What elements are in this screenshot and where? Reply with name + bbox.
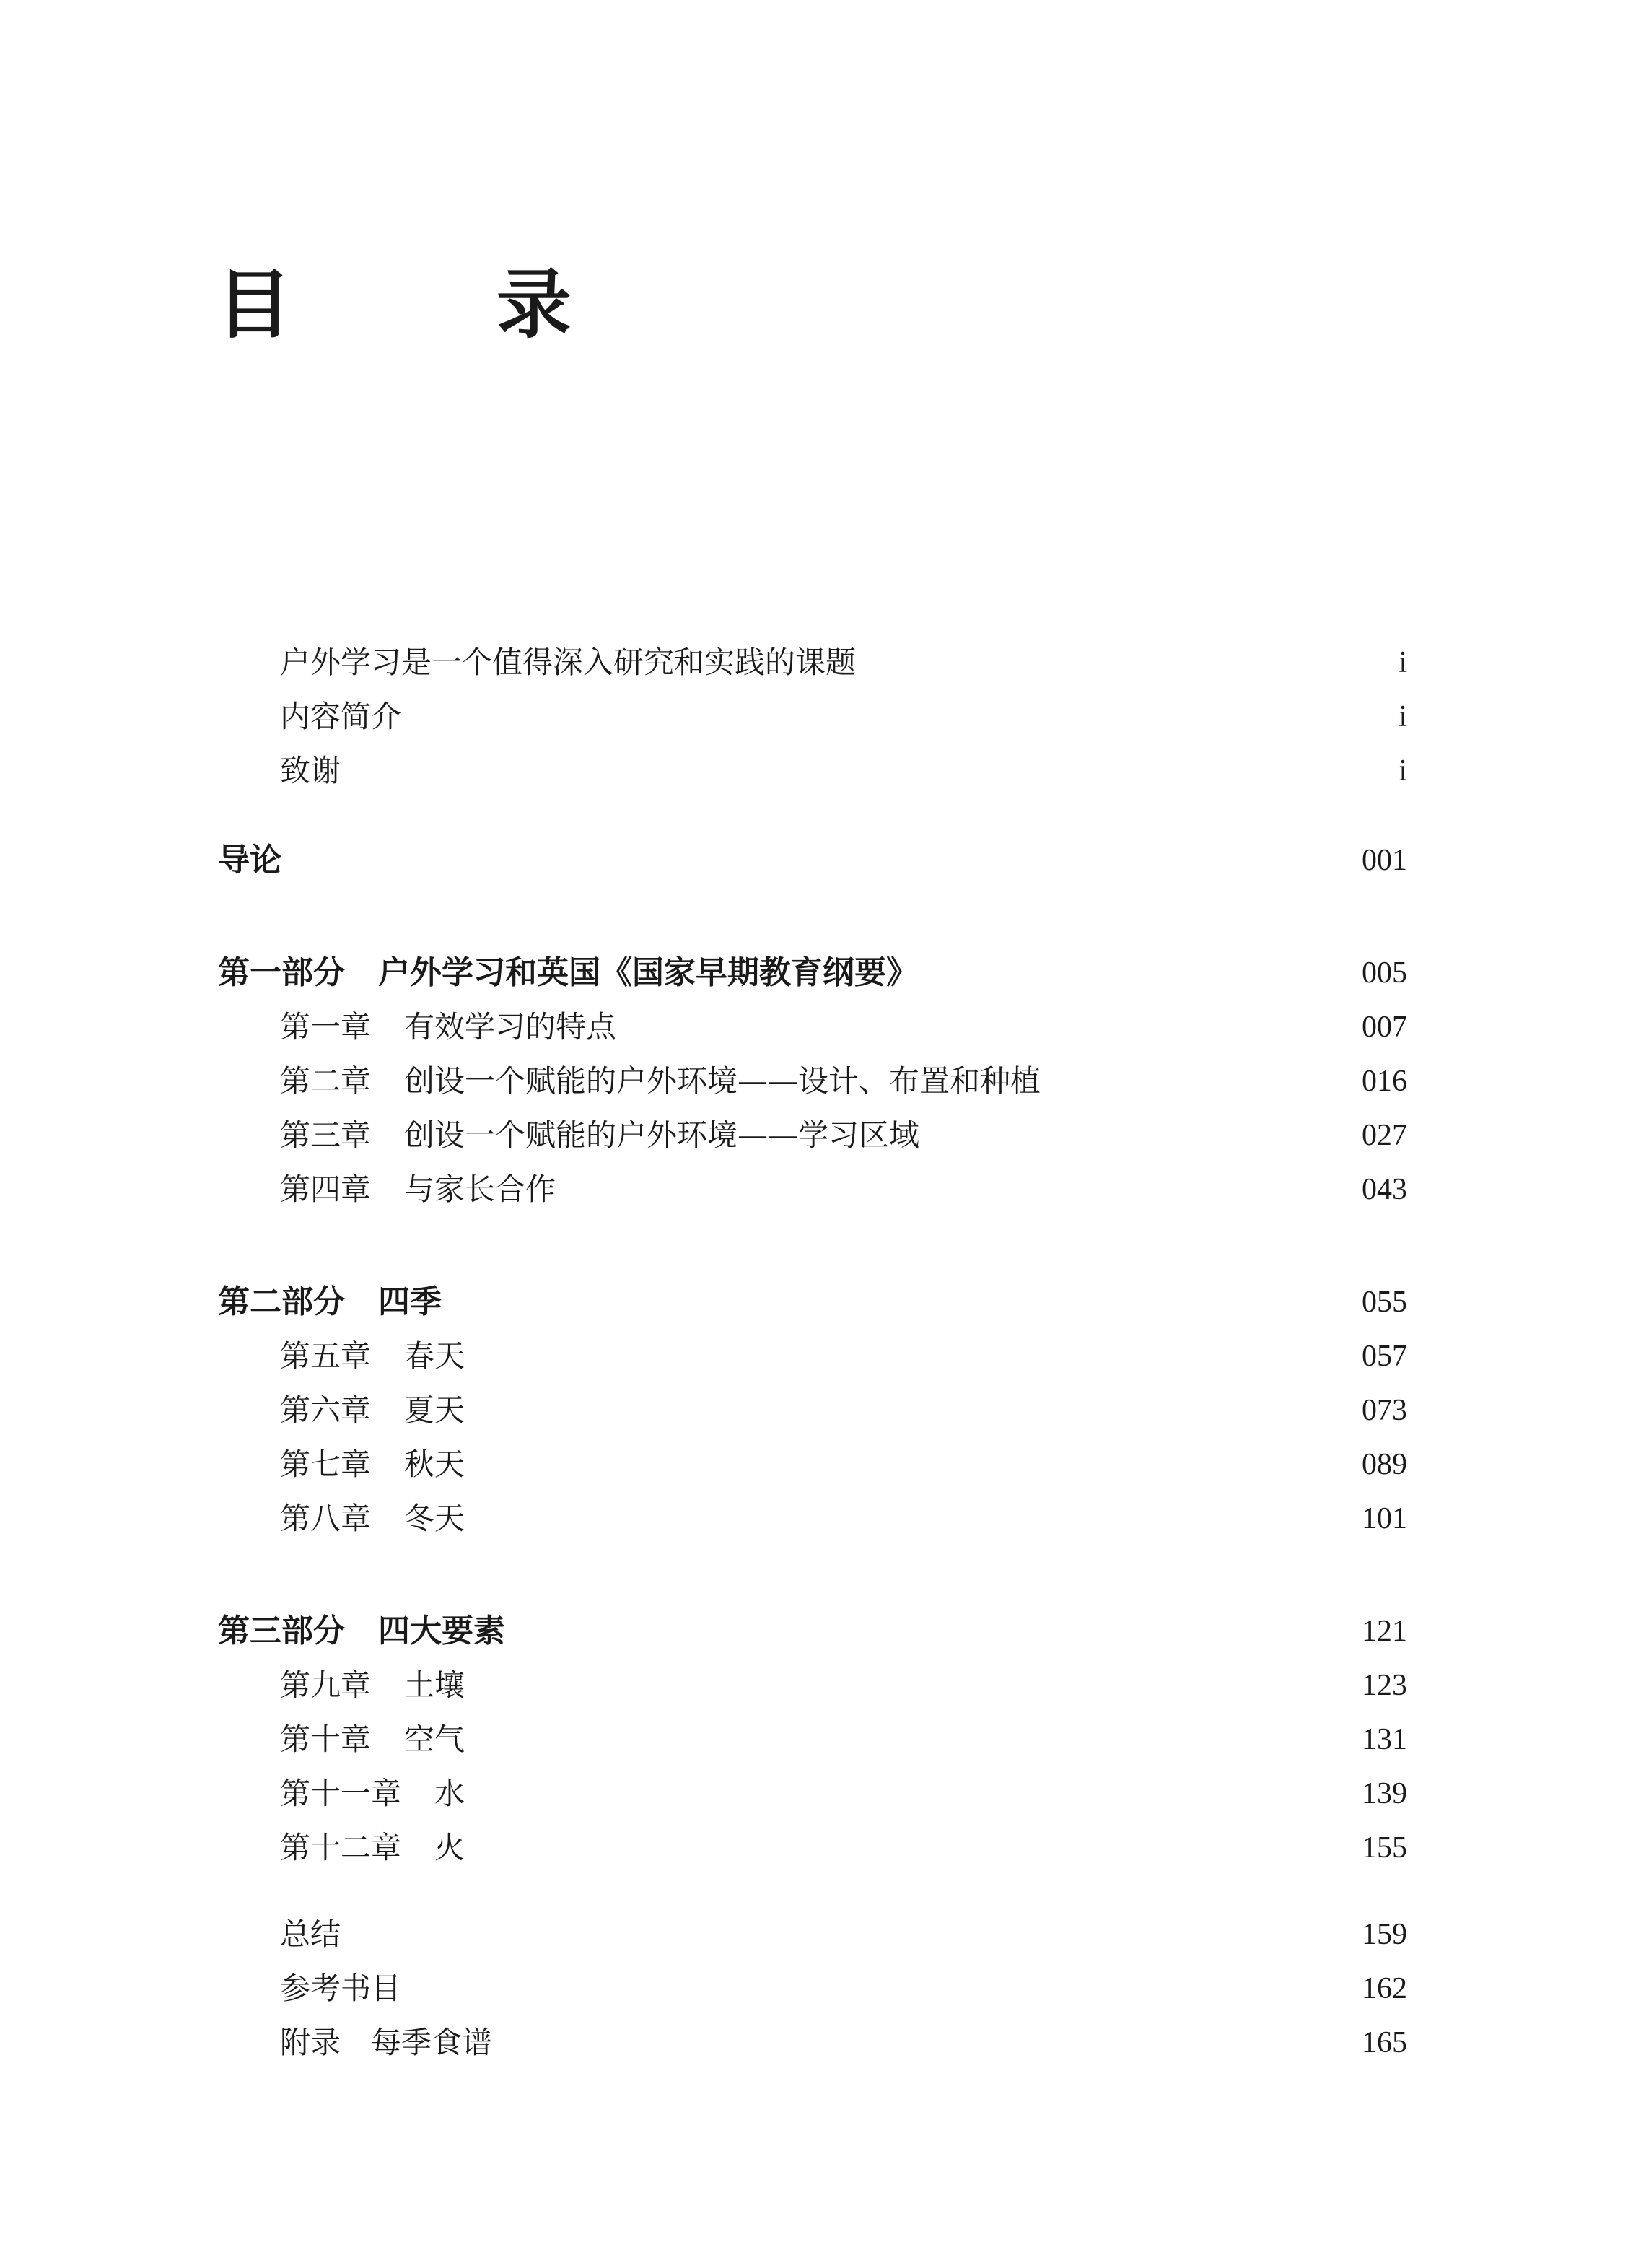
toc-chapter[interactable] xyxy=(0,1389,1628,1432)
toc-chapter[interactable] xyxy=(0,1060,1628,1103)
chapter-title: 与家长合作 xyxy=(404,1172,556,1207)
chapter-title: 火 xyxy=(434,1830,465,1865)
toc-chapter[interactable] xyxy=(0,1826,1628,1870)
toc-chapter[interactable] xyxy=(0,1497,1628,1540)
toc-entry-label: 内容简介 xyxy=(280,699,402,734)
toc-entry[interactable] xyxy=(0,1967,1628,2010)
toc-entry[interactable] xyxy=(0,749,1628,793)
toc-entry[interactable] xyxy=(0,641,1628,684)
chapter-page: 043 xyxy=(1362,1173,1407,1206)
chapter-title: 创设一个赋能的户外环境——学习区域 xyxy=(404,1117,920,1153)
chapter-title: 空气 xyxy=(404,1722,465,1757)
toc-part-2[interactable] xyxy=(0,1281,1628,1324)
toc-entry-page: 165 xyxy=(1362,2026,1407,2059)
part-page: 121 xyxy=(1362,1615,1407,1648)
chapter-page: 131 xyxy=(1362,1723,1407,1756)
toc-entry-label: 致谢 xyxy=(280,753,341,788)
chapter-page: 073 xyxy=(1362,1394,1407,1427)
toc-entry-page: 159 xyxy=(1362,1918,1407,1951)
toc-entry[interactable] xyxy=(0,2021,1628,2064)
part-title: 四季 xyxy=(378,1283,442,1320)
chapter-number: 第七章 xyxy=(280,1447,372,1482)
toc-chapter[interactable] xyxy=(0,1006,1628,1049)
chapter-title: 冬天 xyxy=(404,1501,465,1536)
chapter-title: 秋天 xyxy=(404,1447,465,1482)
chapter-number: 第九章 xyxy=(280,1667,372,1703)
toc-entry-label: 总结 xyxy=(280,1916,341,1952)
chapter-page: 089 xyxy=(1362,1448,1407,1481)
toc-chapter[interactable] xyxy=(0,1664,1628,1707)
toc-chapter[interactable] xyxy=(0,1168,1628,1211)
part-number: 第二部分 xyxy=(218,1283,345,1320)
chapter-number: 第四章 xyxy=(280,1172,372,1207)
chapter-number: 第六章 xyxy=(280,1392,372,1428)
toc-entry-page: i xyxy=(1399,646,1407,679)
toc-intro-label: 导论 xyxy=(218,842,281,878)
toc-chapter[interactable] xyxy=(0,1772,1628,1815)
chapter-number: 第二章 xyxy=(280,1063,372,1099)
chapter-title: 土壤 xyxy=(404,1667,465,1703)
toc-intro-page: 001 xyxy=(1362,844,1407,877)
toc-intro[interactable] xyxy=(0,839,1628,882)
chapter-number: 第五章 xyxy=(280,1338,372,1374)
chapter-page: 123 xyxy=(1362,1669,1407,1702)
part-number: 第一部分 xyxy=(218,954,345,991)
chapter-number: 第八章 xyxy=(280,1501,372,1536)
toc-entry-label: 参考书目 xyxy=(280,1971,402,2006)
part-page: 055 xyxy=(1362,1286,1407,1319)
chapter-page: 139 xyxy=(1362,1777,1407,1810)
chapter-number: 第三章 xyxy=(280,1117,372,1153)
toc-chapter[interactable] xyxy=(0,1114,1628,1157)
part-title: 户外学习和英国《国家早期教育纲要》 xyxy=(378,954,918,991)
chapter-page: 057 xyxy=(1362,1340,1407,1373)
chapter-number: 第十一章 xyxy=(280,1776,402,1811)
part-title: 四大要素 xyxy=(378,1613,505,1649)
toc-part-3[interactable] xyxy=(0,1610,1628,1653)
chapter-number: 第十章 xyxy=(280,1722,372,1757)
toc-entry-page: i xyxy=(1399,700,1407,733)
chapter-number: 第一章 xyxy=(280,1009,372,1044)
chapter-page: 016 xyxy=(1362,1065,1407,1098)
chapter-title: 春天 xyxy=(404,1338,465,1374)
toc-entry[interactable] xyxy=(0,695,1628,738)
toc-entry-page: i xyxy=(1399,754,1407,788)
chapter-number: 第十二章 xyxy=(280,1830,402,1865)
chapter-title: 有效学习的特点 xyxy=(404,1009,617,1044)
toc-entry-page: 162 xyxy=(1362,1972,1407,2005)
toc-entry-label: 附录 每季食谱 xyxy=(280,2025,493,2060)
toc-chapter[interactable] xyxy=(0,1443,1628,1486)
chapter-title: 水 xyxy=(434,1776,465,1811)
chapter-title: 夏天 xyxy=(404,1392,465,1428)
part-number: 第三部分 xyxy=(218,1613,345,1649)
toc-chapter[interactable] xyxy=(0,1718,1628,1761)
part-page: 005 xyxy=(1362,956,1407,990)
page-title: 目 录 xyxy=(216,260,637,349)
toc-chapter[interactable] xyxy=(0,1335,1628,1378)
chapter-page: 027 xyxy=(1362,1119,1407,1152)
chapter-page: 155 xyxy=(1362,1831,1407,1864)
chapter-page: 101 xyxy=(1362,1502,1407,1535)
chapter-title: 创设一个赋能的户外环境——设计、布置和种植 xyxy=(404,1063,1041,1099)
toc-part-1[interactable] xyxy=(0,951,1628,995)
toc-entry-label: 户外学习是一个值得深入研究和实践的课题 xyxy=(280,645,857,680)
chapter-page: 007 xyxy=(1362,1011,1407,1044)
toc-entry[interactable] xyxy=(0,1913,1628,1956)
